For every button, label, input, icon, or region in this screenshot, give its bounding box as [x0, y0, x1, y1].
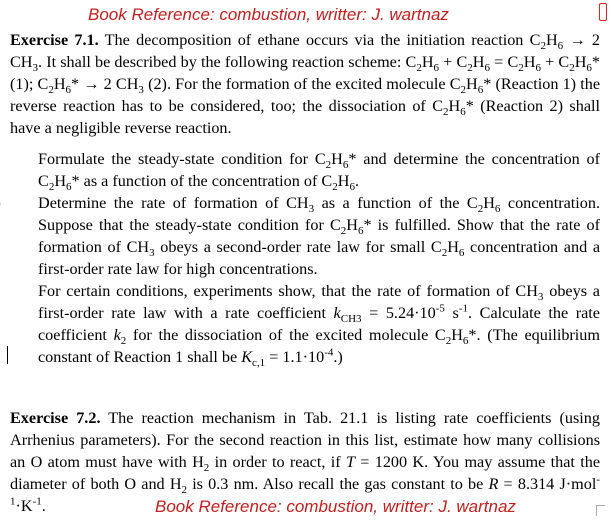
book-reference-footer: Book Reference: combustion, writter: J. wartnaz: [155, 497, 516, 516]
exercise-7-1: [10, 29, 600, 139]
question-a: [10, 148, 600, 192]
exercise-7-1-text: The decomposition of ethane occurs via the initiation reaction $C_2H_6 \to 2$ $CH_3$. It shall be described by the following reaction scheme: $C_2H_6 + C_2H_6 = C_2H_6 + C_2H_6*$ (1); $C_2H_6* \to 2$ $CH_3$ (2). For the formation of the excited molecule $C_2H_6*$ (Reaction 1) the reverse reaction has to be considered, too; the dissociation of $C_2H_6*$ (Reaction 2) shall have a negligible reverse reaction.: [10, 31, 601, 137]
page-corner-marker-icon: [599, 3, 607, 21]
question-c: [10, 280, 600, 368]
question-c-label: [10, 280, 38, 302]
question-c-text: For certain conditions, experiments show, that the rate of formation of $CH_3$ obeys a first-order rate law with a rate coefficient $k_{CH3} = 5.24\cdot 10^{-5}$ $s^{-1}$. Calculate the rate coefficient $k_2$ for the dissociation of the excited molecule $C_2H_6*$. (The equilibrium constant of Reaction 1 shall be $K_{c,1} = 1.1\cdot 10^{-4}$.): [38, 282, 600, 370]
question-a-label: [10, 148, 38, 170]
book-reference-header: Book Reference: combustion, writter: J. wartnaz: [88, 5, 449, 24]
exercise-7-1-title: Exercise 7.1.: [10, 31, 99, 49]
question-b: [10, 192, 600, 280]
question-a-text: Formulate the steady-state condition for $C_2H_6*$ and determine the concentration of $C_2H_6*$ as a function of the concentration of $C_2H_6$.: [38, 150, 600, 194]
question-b-text: Determine the rate of formation of $CH_3$ as a function of the $C_2H_6$ concentration. Suppose that the steady-state condition for $C_2H_6*$ is fulfilled. Show that the rate of formation of $CH_3$ obeys a second-order rate law for small $C_2H_6$ concentration and a first-order rate law for high concentrations.: [38, 194, 601, 278]
exercise-7-2-text: The reaction mechanism in Tab. 21.1 is listing rate coefficients (using Arrhenius parameters). For the second reaction in this list, estimate how many collisions an O atom must have with $H_2$ in order to react, if T = 1200 K. You may assume that the diameter of both O and $H_2$ is 0.3 nm. Also recall the gas constant to be R = 8.314 $J\cdot mol^{-1}\cdot K^{-1}$.: [10, 409, 601, 515]
text-cursor: [7, 346, 8, 364]
exercise-7-2-title: Exercise 7.2.: [10, 409, 101, 427]
question-b-label: [10, 192, 38, 214]
